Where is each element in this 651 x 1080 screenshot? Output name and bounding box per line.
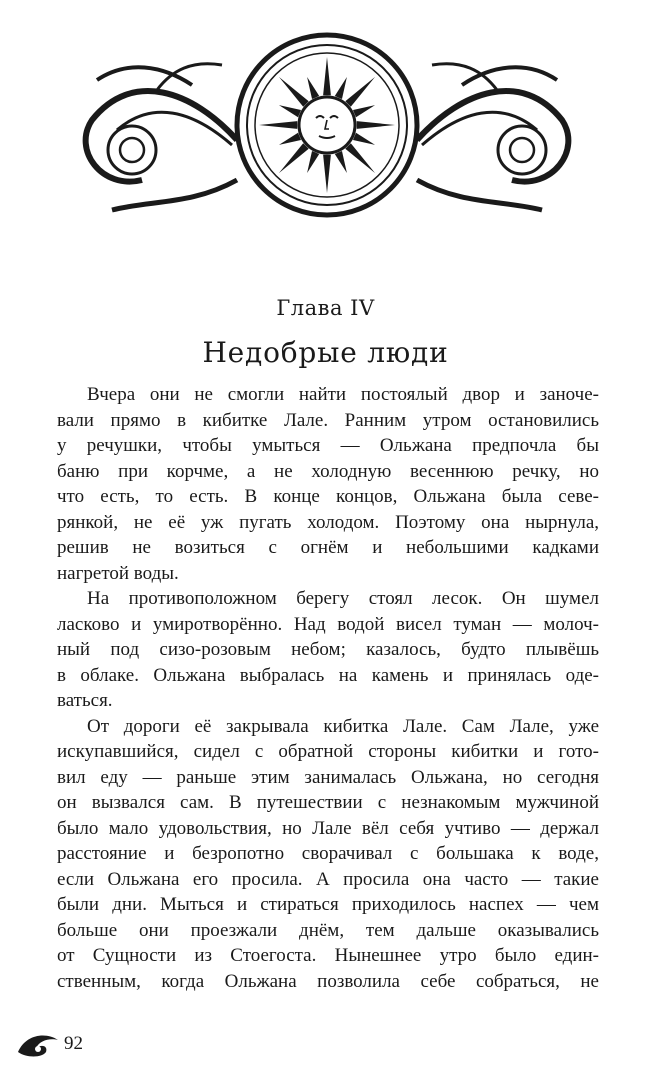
- paragraph: [57, 382, 599, 586]
- text-line: было мало удовольствия, но Лале вёл себя учтиво — держал: [57, 817, 599, 839]
- paragraph: [57, 714, 599, 995]
- text-line: баню при корчме, а не холодную весеннюю речку, но: [57, 460, 599, 482]
- text-line: в облаке. Ольжана выбралась на камень и принялась оде-: [57, 664, 599, 686]
- text-line: ласково и умиротворённо. Над водой висел туман — молоч-: [57, 613, 599, 635]
- sun-ray: [345, 143, 375, 173]
- swirl-wave-icon: [16, 1030, 62, 1058]
- paragraph: [57, 586, 599, 714]
- sun-ray: [323, 155, 331, 193]
- sun-ray: [279, 133, 301, 145]
- text-line: были дни. Мыться и стираться приходилось наспех — чем: [57, 894, 599, 915]
- sun-ray: [307, 77, 319, 99]
- text-line: больше они проезжали днём, тем дальше оказывались: [57, 919, 599, 941]
- text-line: От дороги её закрывала кибитка Лале. Сам Лале, уже: [87, 715, 599, 737]
- sun-ray: [259, 121, 297, 129]
- text-line: что есть, то есть. В конце концов, Ольжана была севе-: [57, 486, 599, 507]
- body-text: [57, 382, 599, 994]
- text-line: На противоположном берегу стоял лесок. Он шумел: [87, 588, 599, 609]
- text-line: ственным, когда Ольжана позволила себе собраться, не: [57, 970, 599, 992]
- text-line: ваться.: [57, 690, 113, 711]
- text-line: решив не возиться с огнём и небольшими кадками: [57, 537, 599, 558]
- text-line: нагретой воды.: [57, 562, 179, 584]
- chapter-label: Глава IV: [276, 296, 375, 320]
- sun-ray: [323, 57, 331, 95]
- text-line: вил еду — раньше этим занималась Ольжана, но сегодня: [57, 766, 599, 788]
- text-line: Вчера они не смогли найти постоялый двор и заноче-: [87, 384, 599, 405]
- text-line: ный под сизо-розовым небом; казалось, будто плывёшь: [57, 639, 599, 660]
- sun-ray: [335, 77, 347, 99]
- text-line: от Сущности из Стоегоста. Нынешнее утро было един-: [57, 945, 599, 966]
- sun-ray: [279, 77, 309, 107]
- chapter-title: Недобрые люди: [202, 336, 449, 369]
- page-number: 92: [64, 1033, 83, 1054]
- sun-ray: [357, 121, 395, 129]
- sun-ray: [279, 143, 309, 173]
- text-line: он вызвался сам. В путешествии с незнакомым мужчиной: [57, 792, 599, 813]
- text-line: вали прямо в кибитке Лале. Ранним утром остановились: [57, 409, 599, 431]
- sun-face-ornament-icon: [72, 30, 582, 220]
- text-line: у речушки, чтобы умыться — Ольжана предпочла бы: [57, 435, 599, 456]
- sun-ray: [345, 77, 375, 107]
- text-line: рянкой, не её уж пугать холодом. Поэтому она нырнула,: [57, 511, 599, 533]
- sun-ray: [307, 151, 319, 173]
- sun-ray: [335, 151, 347, 173]
- sun-ray: [353, 133, 375, 145]
- text-line: расстояние и безропотно сворачивал с большака к воде,: [57, 843, 599, 864]
- sun-ray: [353, 105, 375, 117]
- text-line: если Ольжана его просила. А просила она часто — такие: [57, 868, 599, 890]
- text-line: искупавшийся, сидел с обратной стороны кибитки и гото-: [57, 741, 599, 762]
- sun-ray: [279, 105, 301, 117]
